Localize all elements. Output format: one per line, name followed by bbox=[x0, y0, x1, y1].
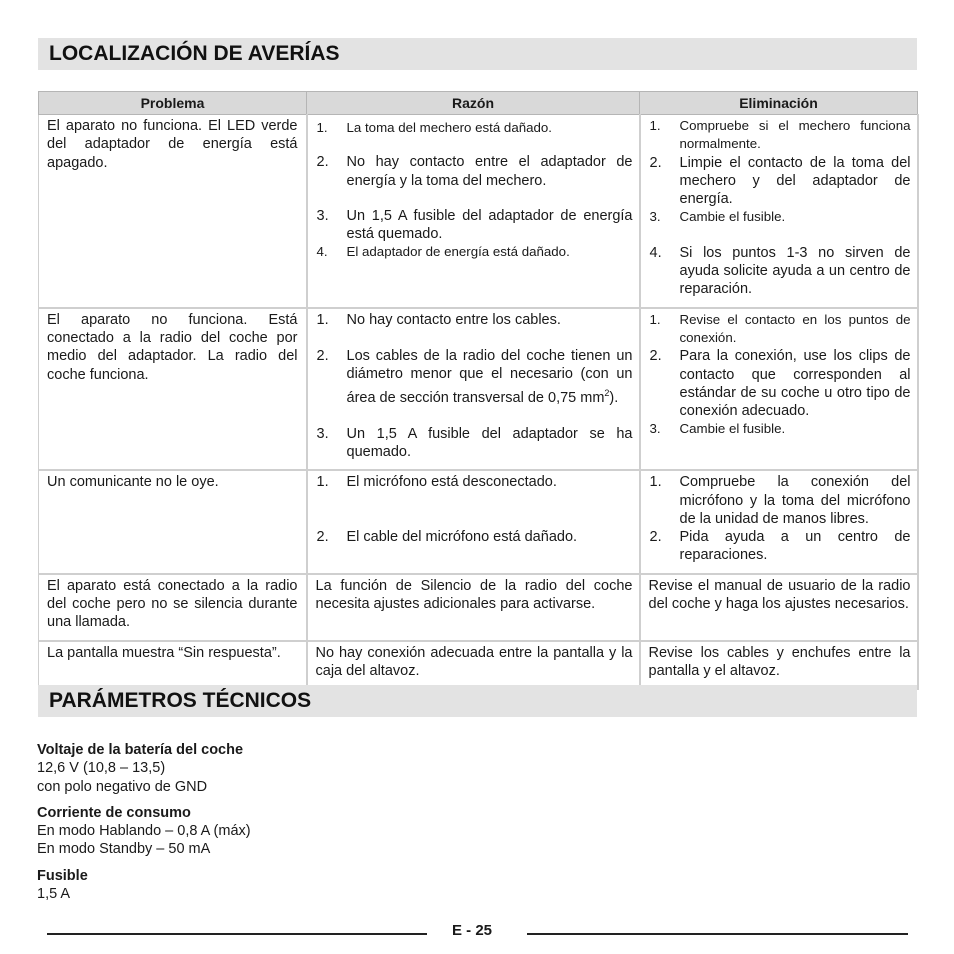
column-header-solution: Eliminación bbox=[640, 92, 918, 115]
list-item: 2. El cable del micrófono está dañado. bbox=[316, 528, 578, 545]
reason-cell bbox=[307, 115, 640, 308]
param-value: con polo negativo de GND bbox=[37, 778, 208, 795]
problem-cell: Un comunicante no le oye. bbox=[39, 470, 307, 573]
problem-cell: El aparato no funciona. El LED verde del adaptador de energía está apagado. bbox=[39, 115, 307, 308]
battery-voltage-block bbox=[37, 741, 251, 796]
troubleshooting-title: LOCALIZACIÓN DE AVERÍAS bbox=[49, 42, 340, 65]
list-item: 2. Limpie el contacto de la toma del mechero y del adaptador de energía. bbox=[649, 154, 911, 208]
reason-cell bbox=[307, 470, 640, 573]
param-value: En modo Standby – 50 mA bbox=[37, 841, 211, 858]
footer-divider-left bbox=[47, 933, 427, 935]
table-row bbox=[39, 641, 918, 690]
list-item: 1. Revise el contacto en los puntos de conexión. bbox=[649, 311, 911, 345]
solution-cell bbox=[640, 470, 918, 573]
list-item: 3. Cambie el fusible. bbox=[649, 209, 786, 225]
list-item: 3. Un 1,5 A fusible del adaptador se ha quemado. bbox=[316, 425, 633, 460]
solution-cell: Revise los cables y enchufes entre la pantalla y el altavoz. bbox=[640, 641, 918, 690]
param-value: 12,6 V (10,8 – 13,5) bbox=[37, 760, 166, 777]
problem-cell: El aparato está conectado a la radio del coche pero no se silencia durante una llamada. bbox=[39, 574, 307, 641]
list-item: 2. Los cables de la radio del coche tienen un diámetro menor que el necesario (con un área de sección transversal de 0,75 $mm^2$). bbox=[316, 347, 633, 406]
column-header-reason: Razón bbox=[307, 92, 640, 115]
list-item: 1. El micrófono está desconectado. bbox=[316, 474, 557, 491]
solution-cell: Revise el manual de usuario de la radio del coche y haga los ajustes necesarios. bbox=[640, 574, 918, 641]
param-value: 1,5 A bbox=[37, 886, 71, 903]
table-row bbox=[39, 115, 918, 308]
problem-cell: La pantalla muestra “Sin respuesta”. bbox=[39, 641, 307, 690]
param-title: Corriente de consumo bbox=[37, 804, 191, 821]
param-title: Fusible bbox=[37, 867, 88, 884]
technical-title: PARÁMETROS TÉCNICOS bbox=[49, 689, 312, 712]
column-header-problem: Problema bbox=[39, 92, 307, 115]
list-item: 2. No hay contacto entre el adaptador de energía y la toma del mechero. bbox=[316, 154, 633, 189]
troubleshooting-section-header bbox=[38, 38, 917, 70]
table-row bbox=[39, 574, 918, 641]
list-item: 3. Cambie el fusible. bbox=[649, 421, 786, 437]
table-row bbox=[39, 470, 918, 573]
list-item: 3. Un 1,5 A fusible del adaptador de energía está quemado. bbox=[316, 207, 633, 243]
technical-section-header bbox=[38, 685, 917, 717]
list-item: 4. El adaptador de energía está dañado. bbox=[316, 244, 570, 260]
fuse-block bbox=[37, 867, 251, 904]
reason-cell: No hay conexión adecuada entre la pantalla y la caja del altavoz. bbox=[307, 641, 640, 690]
table-header-row bbox=[39, 92, 918, 115]
footer-divider-right bbox=[527, 933, 908, 935]
param-value: En modo Hablando – 0,8 A (máx) bbox=[37, 823, 251, 840]
troubleshooting-table bbox=[38, 91, 919, 690]
list-item: 1. Compruebe si el mechero funciona normalmente. bbox=[649, 118, 911, 152]
reason-cell: La función de Silencio de la radio del coche necesita ajustes adicionales para activarse. bbox=[307, 574, 640, 641]
list-item: 1. La toma del mechero está dañado. bbox=[316, 120, 552, 135]
technical-parameters bbox=[37, 741, 251, 911]
table-row bbox=[39, 308, 918, 471]
problem-cell: El aparato no funciona. Está conectado a la radio del coche por medio del adaptador. La radio del coche funciona. bbox=[39, 308, 307, 471]
list-item: 1. No hay contacto entre los cables. bbox=[316, 311, 561, 328]
list-item: 2. Para la conexión, use los clips de contacto que corresponden al estándar de su coche u otro tipo de conexión adecuado. bbox=[649, 348, 911, 420]
reason-cell bbox=[307, 308, 640, 471]
list-item: 1. Compruebe la conexión del micrófono y la toma del micrófono de la unidad de manos libres. bbox=[649, 474, 911, 527]
param-title: Voltaje de la batería del coche bbox=[37, 742, 244, 758]
solution-cell bbox=[640, 115, 918, 308]
current-consumption-block bbox=[37, 804, 251, 859]
list-item: 2. Pida ayuda a un centro de reparaciones. bbox=[649, 529, 911, 564]
list-item: 4. Si los puntos 1-3 no sirven de ayuda solicite ayuda a un centro de reparación. bbox=[649, 244, 911, 298]
page-number: E - 25 bbox=[452, 922, 493, 939]
solution-cell bbox=[640, 308, 918, 471]
